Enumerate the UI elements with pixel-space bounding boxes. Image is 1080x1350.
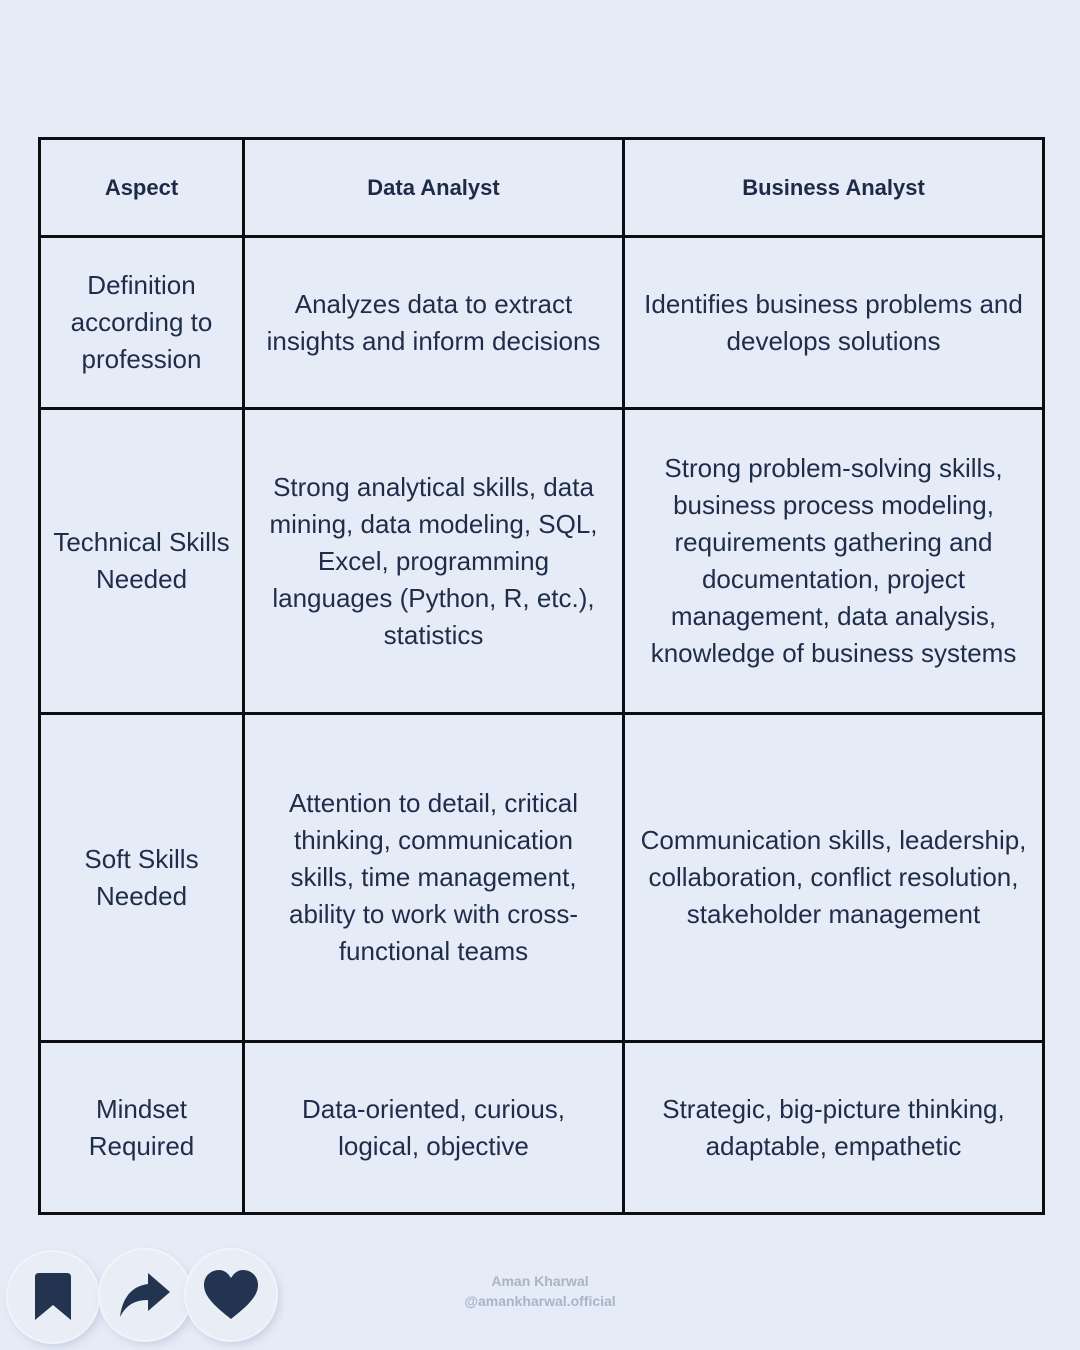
business-analyst-cell: Communication skills, leadership, collaboration, conflict resolution, stakeholder management bbox=[624, 714, 1044, 1042]
aspect-cell: Soft Skills Needed bbox=[40, 714, 244, 1042]
bookmark-icon bbox=[31, 1271, 75, 1323]
table-row bbox=[40, 237, 1044, 409]
table-row bbox=[40, 714, 1044, 1042]
data-analyst-cell: Strong analytical skills, data mining, data modeling, SQL, Excel, programming languages (Python, R, etc.), statistics bbox=[244, 409, 624, 714]
header-data-analyst: Data Analyst bbox=[244, 139, 624, 237]
author-handle: @amankharwal.official bbox=[464, 1293, 616, 1309]
header-business-analyst: Business Analyst bbox=[624, 139, 1044, 237]
business-analyst-cell: Strategic, big-picture thinking, adaptable, empathetic bbox=[624, 1042, 1044, 1214]
like-button[interactable] bbox=[186, 1250, 276, 1340]
table-row bbox=[40, 409, 1044, 714]
header-aspect: Aspect bbox=[40, 139, 244, 237]
table-header-row bbox=[40, 139, 1044, 237]
data-analyst-cell: Analyzes data to extract insights and inform decisions bbox=[244, 237, 624, 409]
comparison-table bbox=[38, 137, 1045, 1215]
share-icon bbox=[118, 1270, 172, 1320]
business-analyst-cell: Strong problem-solving skills, business process modeling, requirements gathering and documentation, project management, data analysis, knowledge of business systems bbox=[624, 409, 1044, 714]
data-analyst-cell: Attention to detail, critical thinking, communication skills, time management, ability to work with cross-functional teams bbox=[244, 714, 624, 1042]
table-row bbox=[40, 1042, 1044, 1214]
bookmark-button[interactable] bbox=[8, 1252, 98, 1342]
share-button[interactable] bbox=[100, 1250, 190, 1340]
aspect-cell: Definition according to profession bbox=[40, 237, 244, 409]
data-analyst-cell: Data-oriented, curious, logical, objective bbox=[244, 1042, 624, 1214]
author-name: Aman Kharwal bbox=[491, 1273, 589, 1289]
aspect-cell: Technical Skills Needed bbox=[40, 409, 244, 714]
author-credit bbox=[390, 1271, 690, 1311]
aspect-cell: Mindset Required bbox=[40, 1042, 244, 1214]
business-analyst-cell: Identifies business problems and develops solutions bbox=[624, 237, 1044, 409]
heart-icon bbox=[202, 1269, 260, 1321]
